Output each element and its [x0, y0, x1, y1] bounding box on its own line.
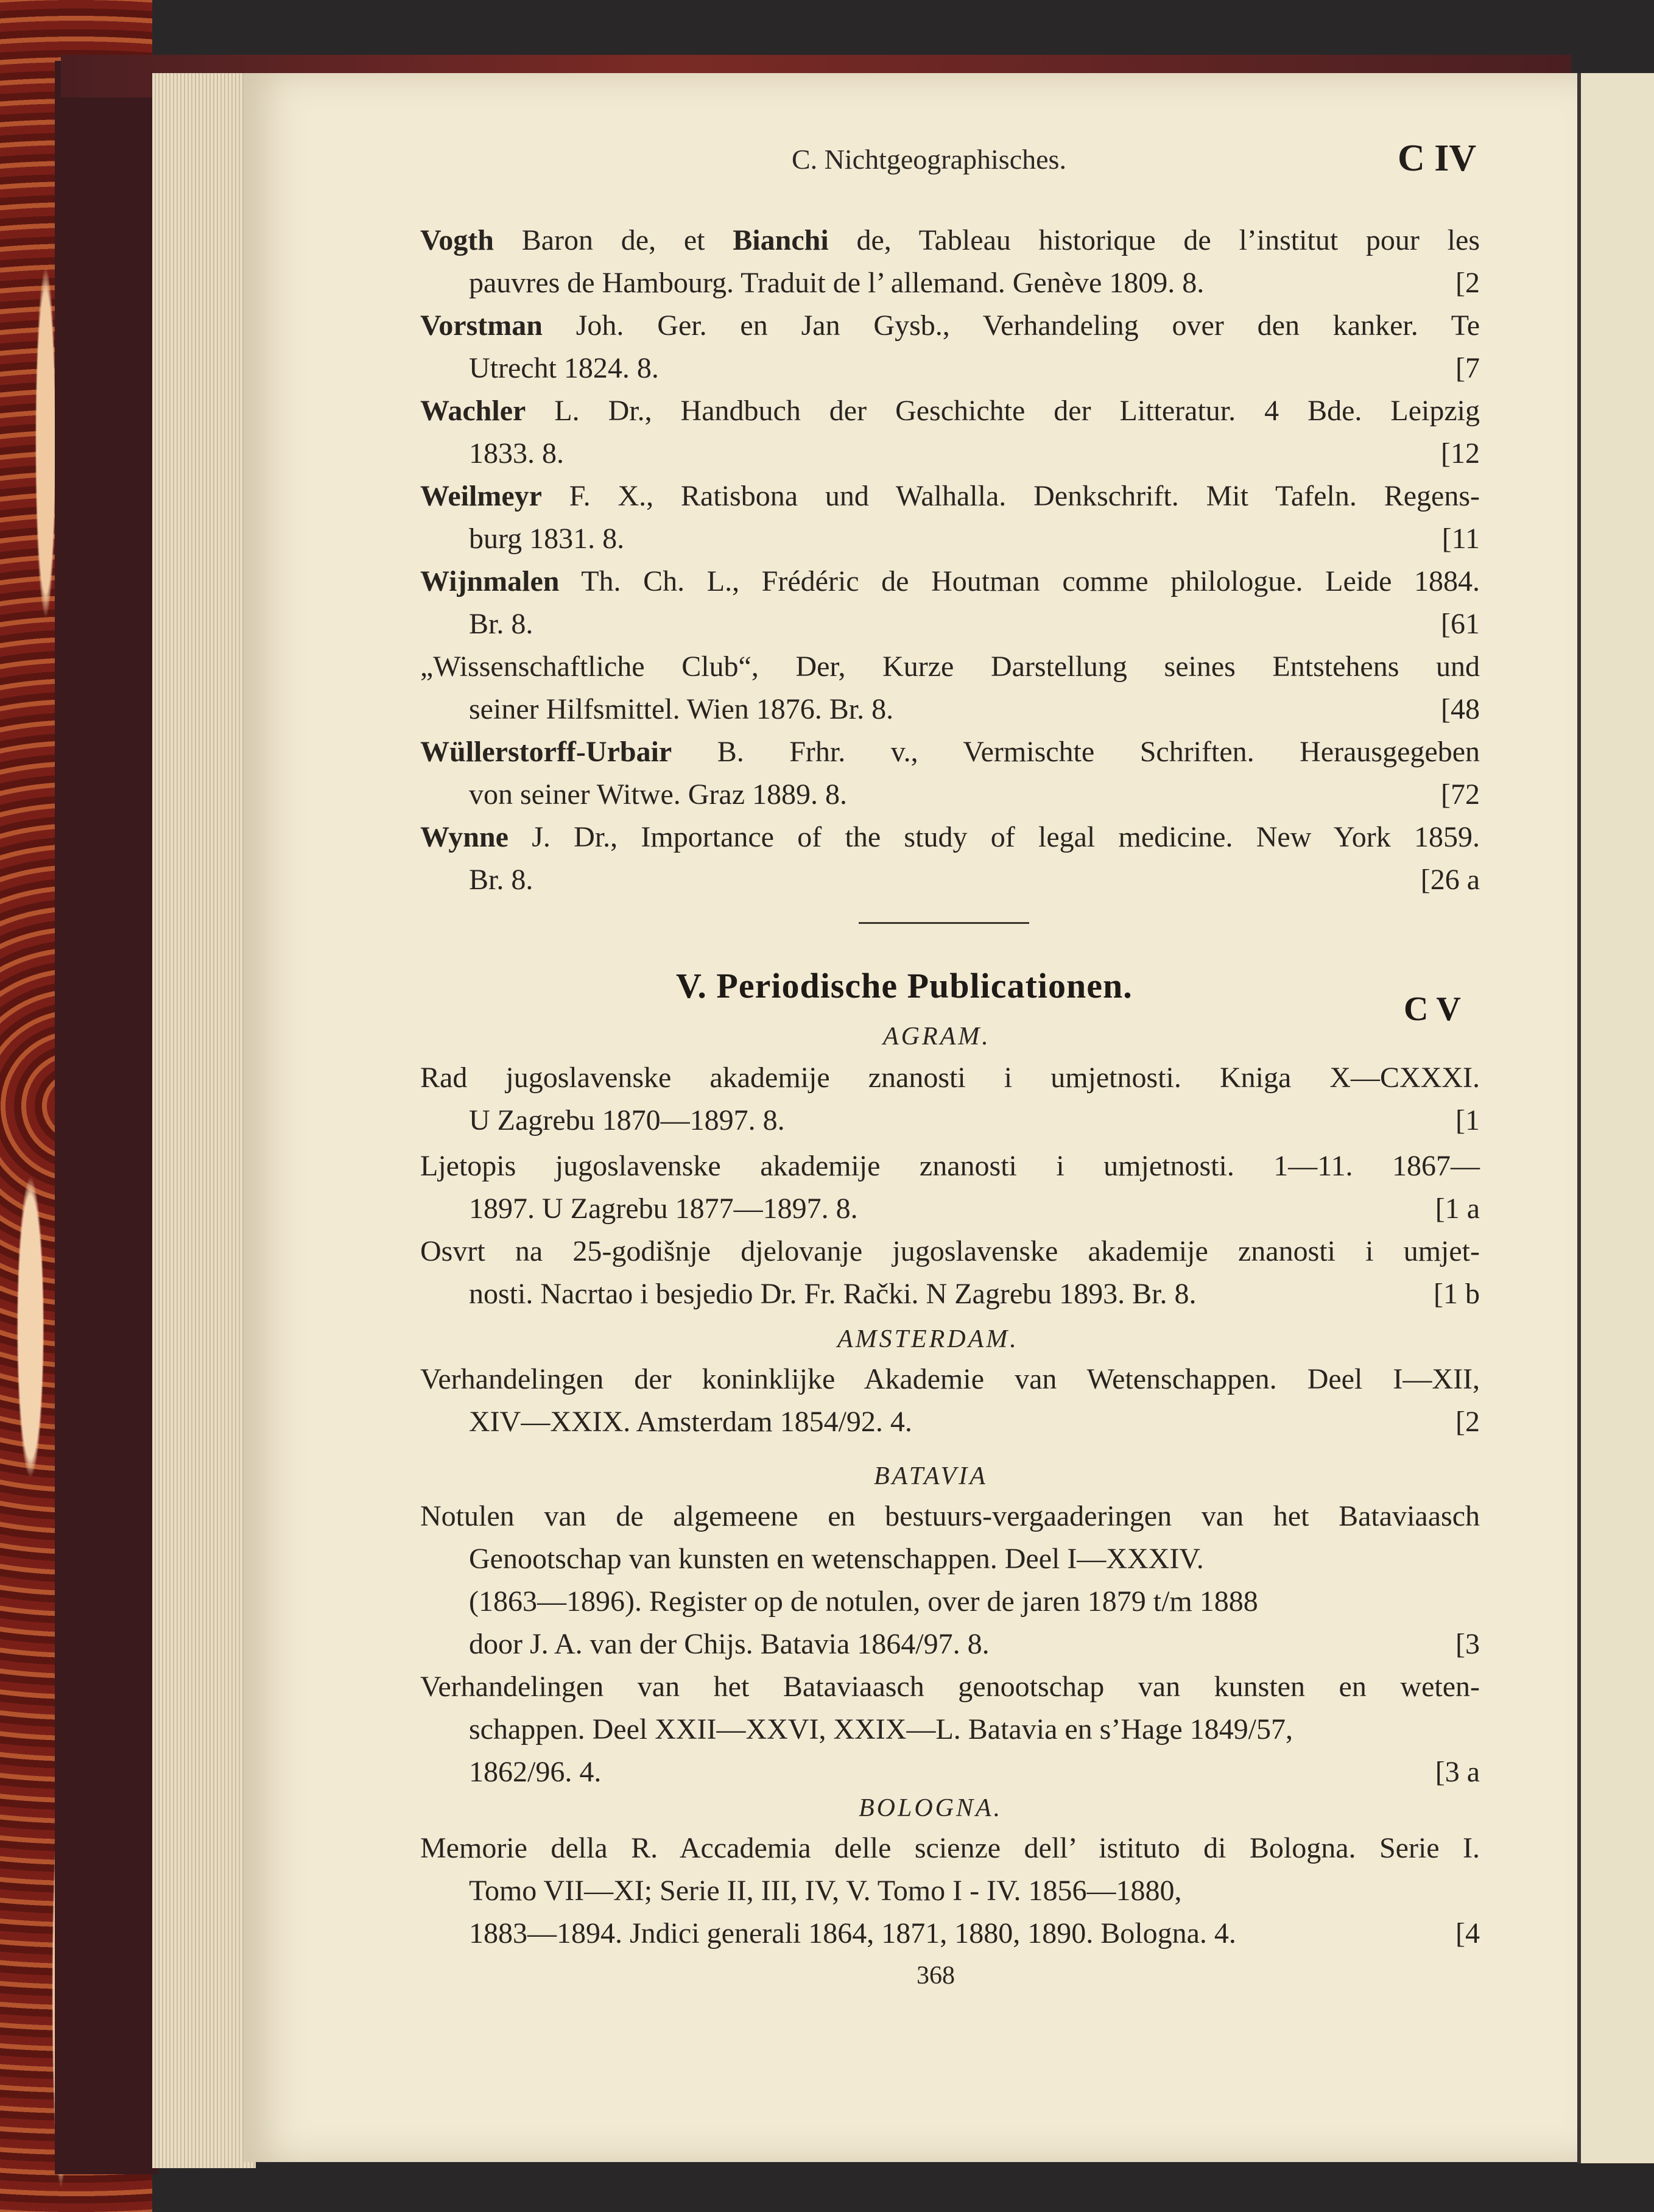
section-divider — [859, 922, 1029, 924]
entry: Wüllerstorff-Urbair B. Frhr. v., Vermischte Schriften. Herausgegeben von seiner Witwe. Graz 1889. 8. [72 — [420, 736, 1480, 811]
section-code: C V — [1404, 990, 1461, 1028]
page-number: 368 — [917, 1962, 955, 1990]
section-title: V. Periodische Publicationen. — [676, 966, 1133, 1006]
page-stack — [152, 73, 256, 2168]
city-heading: AGRAM. — [883, 1023, 991, 1051]
page-code: C IV — [1398, 138, 1477, 179]
entry: Weilmeyr F. X., Ratisbona und Walhalla. Denkschrift. Mit Tafeln. Regens- burg 1831. 8. [11 — [420, 480, 1480, 555]
running-head: C. Nichtgeographisches. — [792, 144, 1066, 175]
city-heading: BOLOGNA. — [859, 1794, 1003, 1822]
entry: Rad jugoslavenske akademije znanosti i umjetnosti. Kniga X—CXXXI. U Zagrebu 1870—1897. 8. [1 — [420, 1062, 1480, 1136]
entry: Verhandelingen van het Bataviaasch genootschap van kunsten en weten- schappen. Deel XXII—XXVI, XXIX—L. Batavia en s’Hage 1849/57, 1862/96. 4. [3 a — [420, 1671, 1480, 1788]
entry: Ljetopis jugoslavenske akademije znanosti i umjetnosti. 1—11. 1867— 1897. U Zagrebu 1877—1897. 8. [1 a — [420, 1150, 1480, 1225]
entry: Osvrt na 25-godišnje djelovanje jugoslavenske akademije znanosti i umjet- nosti. Nacrtao i besjedio Dr. Fr. Rački. N Zagrebu 1893. Br. 8. [1 b — [420, 1235, 1480, 1310]
entry: Vorstman Joh. Ger. en Jan Gysb., Verhandeling over den kanker. Te Utrecht 1824. 8. [7 — [420, 309, 1480, 384]
city-heading: BATAVIA — [874, 1462, 988, 1490]
entry: Memorie della R. Accademia delle scienze dell’ istituto di Bologna. Serie I. Tomo VII—XI; Serie II, III, IV, V. Tomo I - IV. 1856—1880, 1883—1894. Jndici generali 1864, 1871, 1880, 1890. Bologna. 4. [4 — [420, 1832, 1480, 1950]
city-heading: AMSTERDAM. — [837, 1325, 1019, 1353]
entry: „Wissenschaftliche Club“, Der, Kurze Darstellung seines Entstehens und seiner Hilfsmittel. Wien 1876. Br. 8. [48 — [420, 650, 1480, 725]
entry: Vogth Baron de, et Bianchi de, Tableau historique de l’institut pour les pauvres de Hambourg. Traduit de l’ allemand. Genève 1809. 8. [2 — [420, 224, 1480, 299]
entry: Wijnmalen Th. Ch. L., Frédéric de Houtman comme philologue. Leide 1884. Br. 8. [61 — [420, 565, 1480, 640]
book-spine-edge — [55, 61, 158, 2174]
entry: Wynne J. Dr., Importance of the study of legal medicine. New York 1859. Br. 8. [26 a — [420, 821, 1480, 896]
next-page-edge — [1577, 73, 1654, 2163]
entry: Verhandelingen der koninklijke Akademie van Wetenschappen. Deel I—XII, XIV—XXIX. Amsterdam 1854/92. 4. [2 — [420, 1363, 1480, 1438]
entry: Notulen van de algemeene en bestuurs-vergaaderingen van het Bataviaasch Genootschap van kunsten en wetenschappen. Deel I—XXXIV. (1863—1896). Register op de notulen, over de jaren 1879 t/m 1888 door J. A. van der Chijs. Batavia 1864/97. 8. [3 — [420, 1500, 1480, 1660]
entry: Wachler L. Dr., Handbuch der Geschichte der Litteratur. 4 Bde. Leipzig 1833. 8. [12 — [420, 395, 1480, 470]
